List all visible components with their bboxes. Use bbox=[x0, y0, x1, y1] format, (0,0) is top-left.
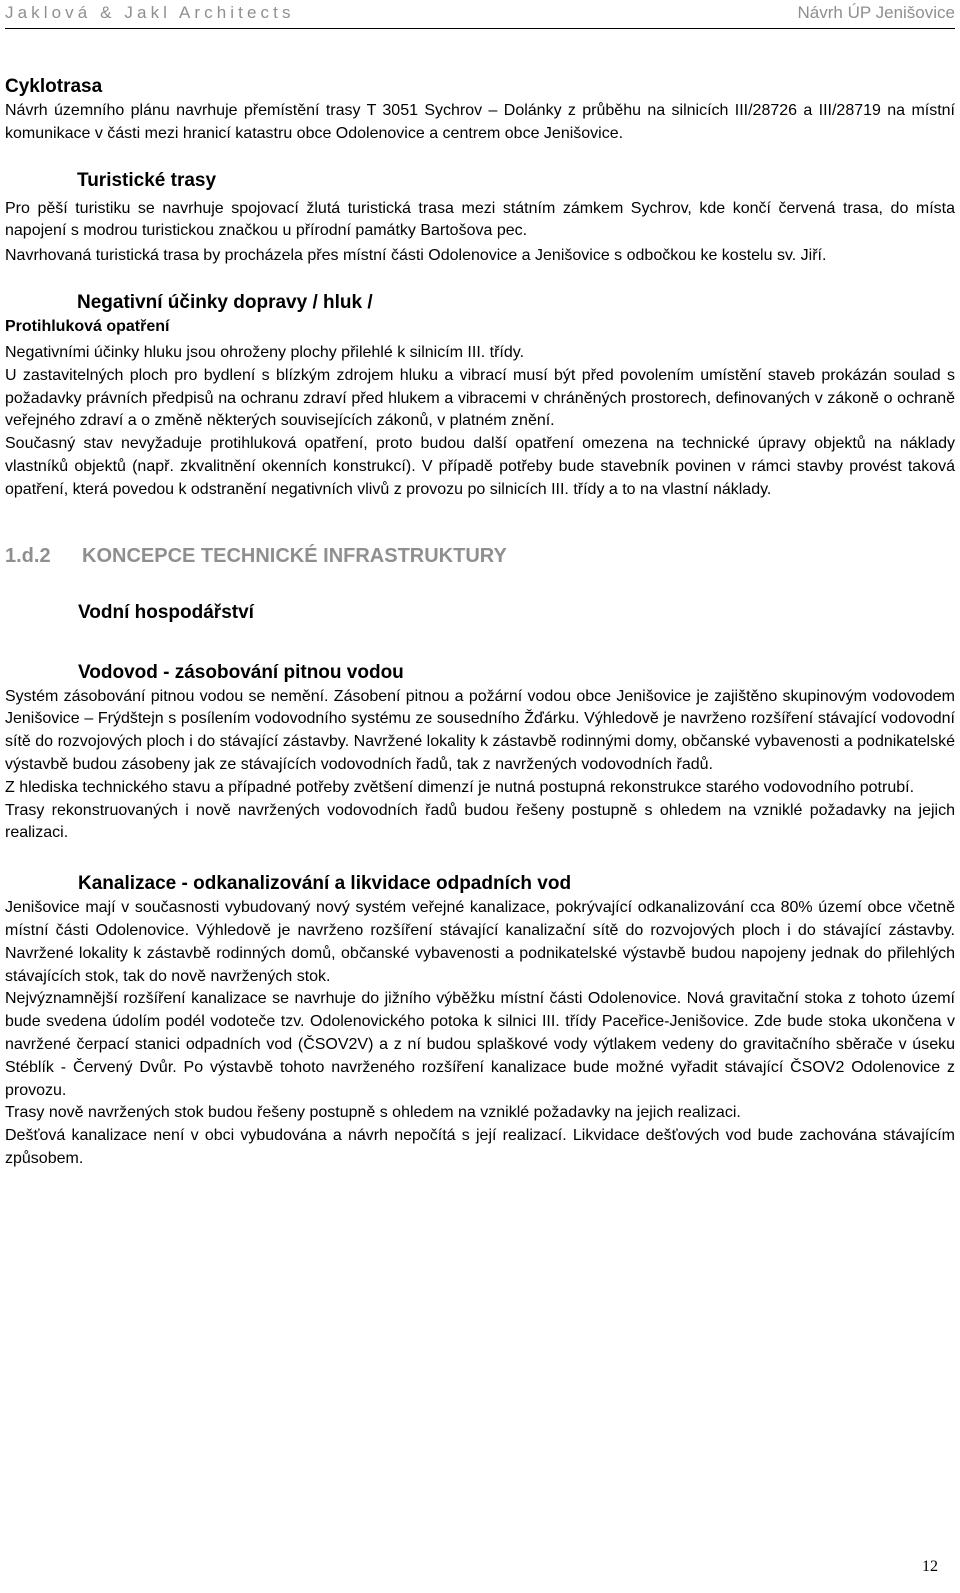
protihlukova-opatreni-heading: Protihluková opatření bbox=[5, 317, 170, 335]
hluk-heading: Negativní účinky dopravy / hluk / bbox=[77, 291, 373, 313]
cyklotrasa-heading: Cyklotrasa bbox=[5, 76, 103, 97]
page-header bbox=[5, 2, 955, 29]
section-vodni-hospodarstvi bbox=[5, 600, 955, 626]
chapter-heading bbox=[5, 542, 955, 570]
kanalizace-paragraph-4: Dešťová kanalizace není v obci vybudována a návrh nepočítá s její realizací. Likvidace dešťových vod bude zachována stávajícím způsobem. bbox=[5, 1127, 955, 1167]
cyklotrasa-paragraph: Návrh územního plánu navrhuje přemístění trasy T 3051 Sychrov – Dolánky z průběhu na silnicích III/28726 a III/28719 na místní komunikace v části mezi hranicí katastru obce Odolenovice a centrem obce Jenišovice. bbox=[5, 102, 955, 142]
chapter-title: KONCEPCE TECHNICKÉ INFRASTRUKTURY bbox=[82, 544, 507, 567]
page-number: 12 bbox=[922, 1558, 938, 1575]
vodovod-paragraph-2: Z hlediska technického stavu a případné potřeby zvětšení dimenzí je nutná postupná rekonstrukce starého vodovodního potrubí. bbox=[5, 778, 915, 796]
section-turisticke-trasy bbox=[5, 168, 955, 268]
turisticke-trasy-heading: Turistické trasy bbox=[77, 169, 217, 191]
section-cyklotrasa bbox=[5, 74, 955, 146]
section-hluk bbox=[5, 290, 955, 502]
vodni-hospodarstvi-heading: Vodní hospodářství bbox=[78, 601, 254, 623]
kanalizace-heading: Kanalizace - odkanalizování a likvidace odpadních vod bbox=[78, 873, 572, 895]
hluk-paragraph-1: Negativními účinky hluku jsou ohroženy plochy přilehlé k silnicím III. třídy. bbox=[5, 343, 525, 361]
turisticke-paragraph-1: Pro pěší turistiku se navrhuje spojovací žlutá turistická trasa mezi státním zámkem Sychrov, kde končí červená trasa, do místa napojení s modrou turistickou značkou u přírodní památky Bartošova pec. bbox=[5, 199, 955, 240]
document-body bbox=[5, 74, 955, 1171]
kanalizace-paragraph-3: Trasy nově navržených stok budou řešeny postupně s ohledem na vzniklé požadavky na jejich realizaci. bbox=[5, 1104, 741, 1122]
chapter-title-line bbox=[5, 542, 955, 570]
vodovod-paragraph-1: Systém zásobování pitnou vodou se nemění. Zásobení pitnou a požární vodou obce Jenišovice je zajištěno skupinovým vodovodem Jenišovice – Frýdštejn s posílením vodovodního systému ze sousedního Žďárku. Výhledově je navrženo rozšíření stávající vodovodní sítě do rozvojových ploch i do stávající zástavby. Navržené lokality k zástavbě rodinnými domy, občanské vybavenosti a podnikatelské výstavbě budou zásobeny jak ze stávajících vodovodních řadů, tak z navržených vodovodních řadů. bbox=[5, 687, 955, 773]
header-document-title: Návrh ÚP Jenišovice bbox=[797, 3, 955, 22]
section-kanalizace bbox=[5, 871, 955, 1171]
header-company: Jaklová & Jakl Architects bbox=[5, 3, 295, 22]
kanalizace-paragraph-1: Jenišovice mají v současnosti vybudovaný nový systém veřejné kanalizace, pokrývající odkanalizování cca 80% území obce včetně místní části Odolenovice. Výhledově je navrženo rozšíření stávající kanalizační sítě do rozvojových ploch i do stávající zástavby. Navržené lokality k zástavbě rodinných domů, občanské vybavenosti a podnikatelské výstavbě budou napojeny jednak do přilehlých stávajících stok, tak do nově navržených stok. bbox=[5, 899, 955, 985]
chapter-number: 1.d.2 bbox=[5, 544, 51, 567]
section-vodovod bbox=[5, 660, 955, 846]
vodovod-paragraph-3: Trasy rekonstruovaných i nově navržených vodovodních řadů budou řešeny postupně s ohledem na vzniklé požadavky na jejich realizaci. bbox=[5, 801, 955, 842]
hluk-paragraph-3: Současný stav nevyžaduje protihluková opatření, proto budou další opatření omezena na technické úpravy objektů na náklady vlastníků objektů (např. zkvalitnění okenních konstrukcí). V případě potřeby bude stavebník povinen v rámci stavby provést taková opatření, která povedou k odstranění negativních vlivů z provozu po silnicích III. třídy a to na vlastní náklady. bbox=[5, 435, 955, 498]
turisticke-paragraph-2: Navrhovaná turistická trasa by procházela přes místní části Odolenovice a Jenišovice s odbočkou ke kostelu sv. Jiří. bbox=[5, 247, 827, 265]
vodovod-heading: Vodovod - zásobování pitnou vodou bbox=[78, 661, 404, 683]
kanalizace-paragraph-2: Nejvýznamnější rozšíření kanalizace se navrhuje do jižního výběžku místní části Odolenovice. Nová gravitační stoka z tohoto území bude svedena údolím podél vodoteče tzv. Odolenovického potoka k silnici III. třídy Paceřice-Jenišovice. Zde bude stoka ukončena v navržené čerpací stanici odpadních vod (ČSOV2V) a z ní budou splaškové vody výtlakem vedeny do gravitačního sběrače v úseku Stéblík - Červený Dvůr. Po výstavbě tohoto navrženého rozšíření kanalizace bude možné vyřadit stávající ČSOV2 Odolenovice z provozu. bbox=[5, 990, 955, 1099]
hluk-paragraph-2: U zastavitelných ploch pro bydlení s blízkým zdrojem hluku a vibrací musí být před povolením umístění staveb prokázán soulad s požadavky právních předpisů na ochranu zdraví před hlukem a vibracemi v chráněných prostorech, definovaných v zákoně o ochraně veřejného zdraví a o změně některých souvisejících zákonů, v platném znění. bbox=[5, 366, 955, 430]
